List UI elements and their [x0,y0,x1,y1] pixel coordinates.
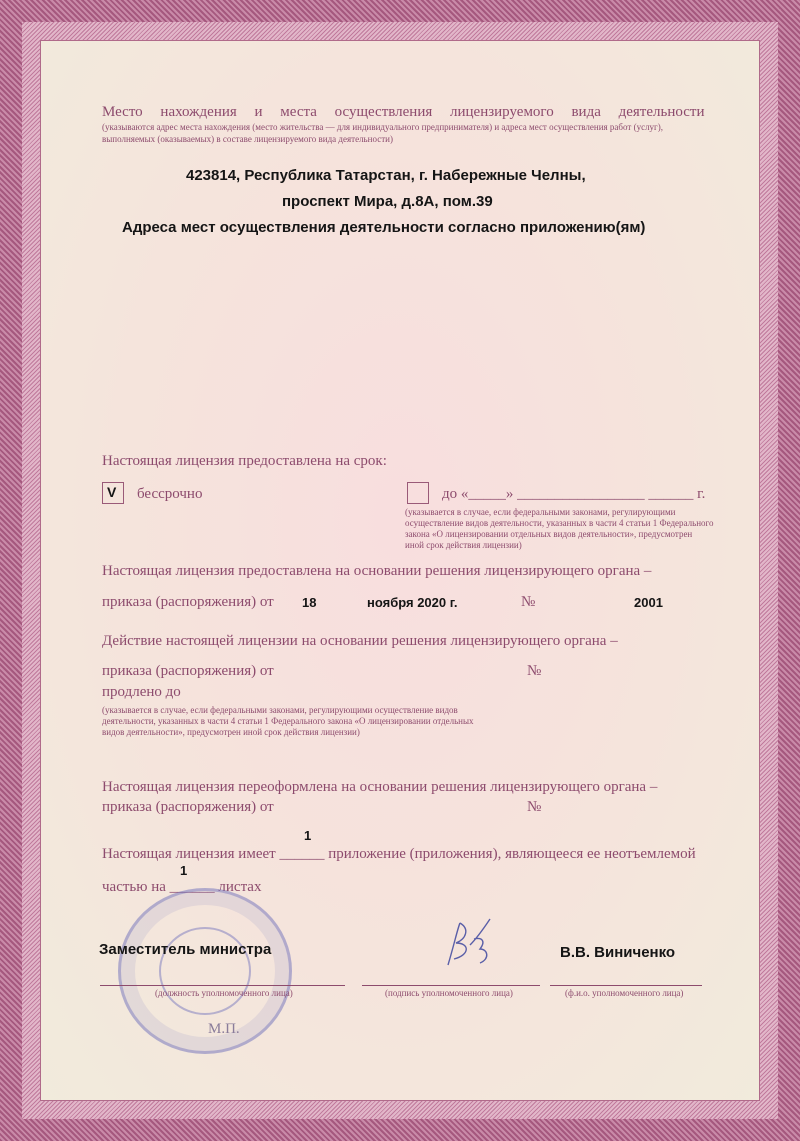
seal-label: М.П. [208,1021,240,1037]
signer-position: Заместитель министра [99,941,272,958]
term-note-3: закона «О лицензировании отдельных видов деятельности», предусмотрен [405,529,693,539]
basis-number: 2001 [634,595,663,610]
extension-no: № [527,663,542,679]
name-line [550,985,702,986]
location-heading: Место нахождения и места осуществления лицензируемого вида деятельности [102,104,705,120]
extension-line-2: приказа (распоряжения) от [102,663,274,679]
position-line [100,985,345,986]
address-line-1: 423814, Республика Татарстан, г. Набережные Челны, [186,167,586,184]
appendix-line-1: Настоящая лицензия имеет ______ приложение (приложения), являющееся ее неотъемлемой [102,846,696,862]
check-mark: V [107,484,117,500]
address-line-2: проспект Мира, д.8А, пом.39 [282,193,493,210]
until-date: до «_____» _________________ ______ г. [442,486,706,502]
indefinite-checkbox[interactable] [102,482,124,504]
location-note-2: выполняемых (оказываемых) в составе лицензируемого вида деятельности) [102,134,393,144]
signer-name: В.В. Виниченко [560,944,676,961]
position-label: (должность уполномоченного лица) [155,988,293,998]
appendix-line-2: частью на ______ листах [102,879,262,895]
signature-line [362,985,540,986]
address-line-3: Адреса мест осуществления деятельности согласно приложению(ям) [122,219,646,236]
handwritten-signature [440,915,500,975]
location-note-1: (указываются адрес места нахождения (место жительства — для индивидуального предпринимателя) и адреса мест осуществления работ (услуг), [102,122,663,132]
until-checkbox[interactable] [407,482,429,504]
extension-note-3: видов деятельности», предусмотрен иной срок действия лицензии) [102,727,360,737]
basis-day: 18 [302,595,317,610]
name-label: (ф.и.о. уполномоченного лица) [565,988,684,998]
term-heading: Настоящая лицензия предоставлена на срок: [102,453,387,469]
indefinite-label: бессрочно [137,486,203,502]
reissue-line-1: Настоящая лицензия переоформлена на основании решения лицензирующего органа – [102,779,658,795]
term-note-1: (указывается в случае, если федеральными законами, регулирующими [405,507,676,517]
basis-line-1: Настоящая лицензия предоставлена на основании решения лицензирующего органа – [102,563,652,579]
appendix-count: 1 [304,828,312,843]
official-seal [118,888,292,1054]
extension-note-1: (указывается в случае, если федеральными законами, регулирующими осуществление видов [102,705,458,715]
reissue-no: № [527,799,542,815]
reissue-line-2: приказа (распоряжения) от [102,799,274,815]
extended-until: продлено до [102,684,181,700]
extension-note-2: деятельности, указанных в части 4 статьи 1 Федерального закона «О лицензировании отдельных [102,716,474,726]
basis-month-year: ноября 2020 г. [367,595,458,610]
extension-line-1: Действие настоящей лицензии на основании решения лицензирующего органа – [102,633,618,649]
term-note-2: осуществление видов деятельности, указанных в части 4 статьи 1 Федерального [405,518,714,528]
signature-label: (подпись уполномоченного лица) [385,988,513,998]
basis-line-2: приказа (распоряжения) от [102,594,274,610]
appendix-sheets: 1 [180,863,188,878]
term-note-4: иной срок действия лицензии) [405,540,522,550]
basis-no: № [521,594,536,610]
